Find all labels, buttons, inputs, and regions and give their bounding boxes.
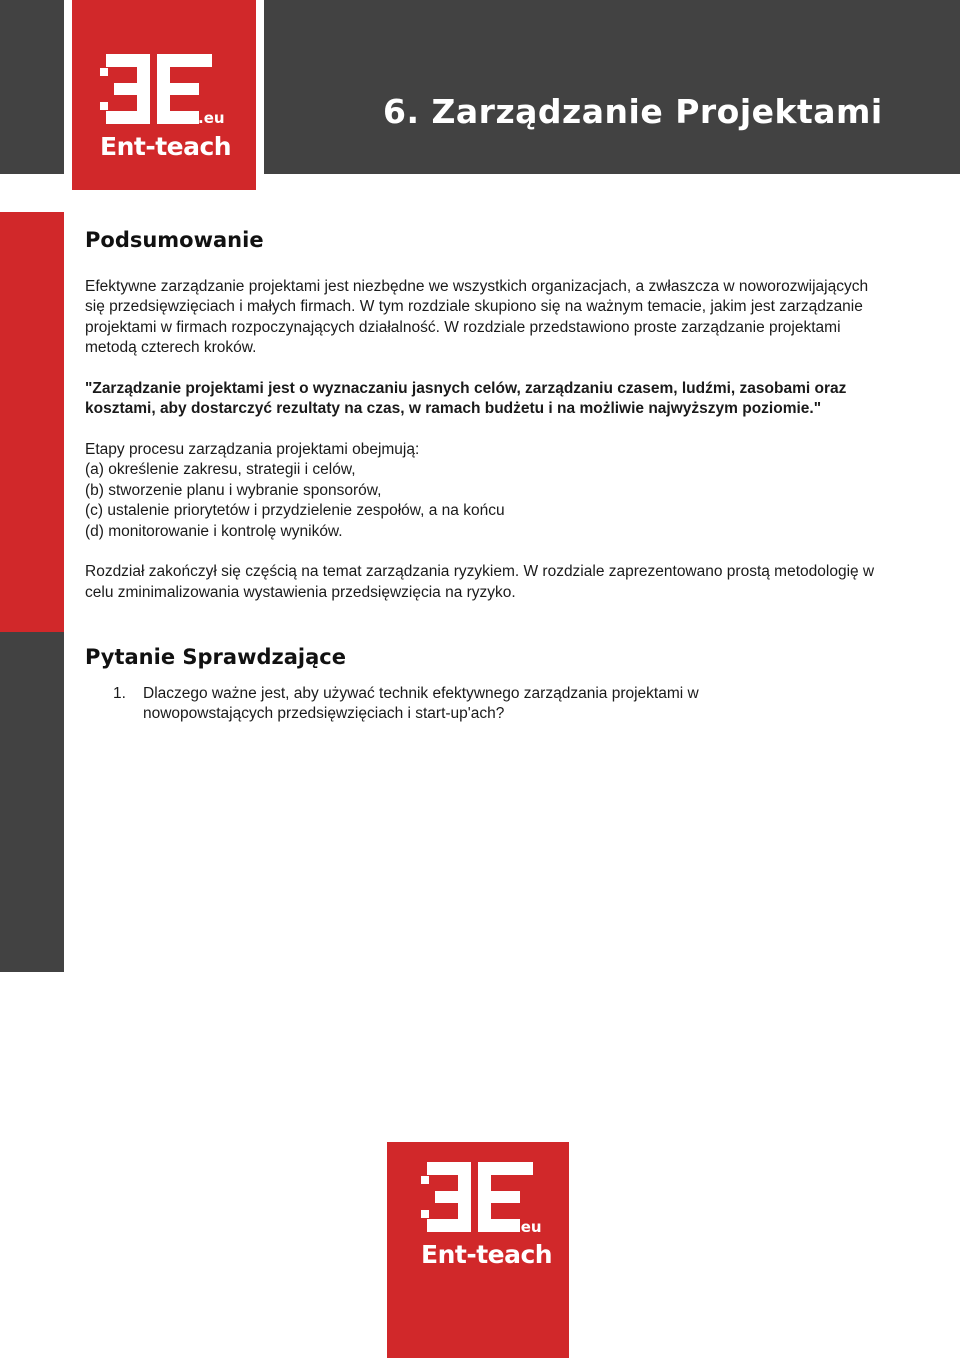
logo-wordmark: Ent-teach (421, 1240, 553, 1269)
stages-list (85, 460, 885, 542)
header-logo (64, 0, 264, 190)
page-title: 6. Zarządzanie Projektami (383, 92, 883, 131)
stage-item: (b) stworzenie planu i wybranie sponsorów, (85, 481, 382, 499)
question-text: Dlaczego ważne jest, aby używać technik efektywnego zarządzania projektami w nowopowstających przedsięwzięciach i start-up'ach? (143, 684, 699, 722)
question-number: 1. (113, 684, 126, 702)
logo-suffix: .eu (515, 1218, 542, 1236)
side-accent-red (0, 212, 64, 632)
stage-item: (c) ustalenie priorytetów i przydzielenie zespołów, a na końcu (85, 502, 505, 519)
summary-quote: "Zarządzanie projektami jest o wyznaczaniu jasnych celów, zarządzaniu czasem, ludźmi, zasobami oraz kosztami, aby dostarczyć rezultaty na czas, w ramach budżetu i na możliwie najwyższym poziomie." (85, 379, 847, 417)
list-item (85, 684, 885, 725)
logo-suffix: .eu (198, 109, 225, 127)
stage-item: (a) określenie zakresu, strategii i celów, (85, 461, 356, 478)
footer-logo (387, 1142, 569, 1358)
stage-item: (d) monitorowanie i kontrolę wyników. (85, 522, 343, 540)
summary-closing: Rozdział zakończył się częścią na temat zarządzania ryzykiem. W rozdziale zaprezentowano prostą metodologię w celu zminimalizowania wystawienia przedsięwzięcia na ryzyko. (85, 563, 875, 601)
main-content (85, 230, 885, 725)
summary-intro: Efektywne zarządzanie projektami jest niezbędne we wszystkich organizacjach, a zwłaszcza w noworozwijających się przedsięwzięciach i małych firmach. W tym rozdziale skupiono się na ważnym temacie, jakim jest zarządzanie projektami w firmach rozpoczynających działalność. W rozdziale przedstawiono proste zarządzanie projektami metodą czterech kroków. (85, 277, 869, 356)
question-list (85, 684, 885, 725)
side-accent-gray (0, 632, 64, 972)
questions-heading: Pytanie Sprawdzające (85, 645, 346, 669)
stages-intro: Etapy procesu zarządzania projektami obejmują: (85, 440, 420, 458)
logo-wordmark: Ent-teach (100, 132, 232, 161)
summary-heading: Podsumowanie (85, 228, 264, 252)
